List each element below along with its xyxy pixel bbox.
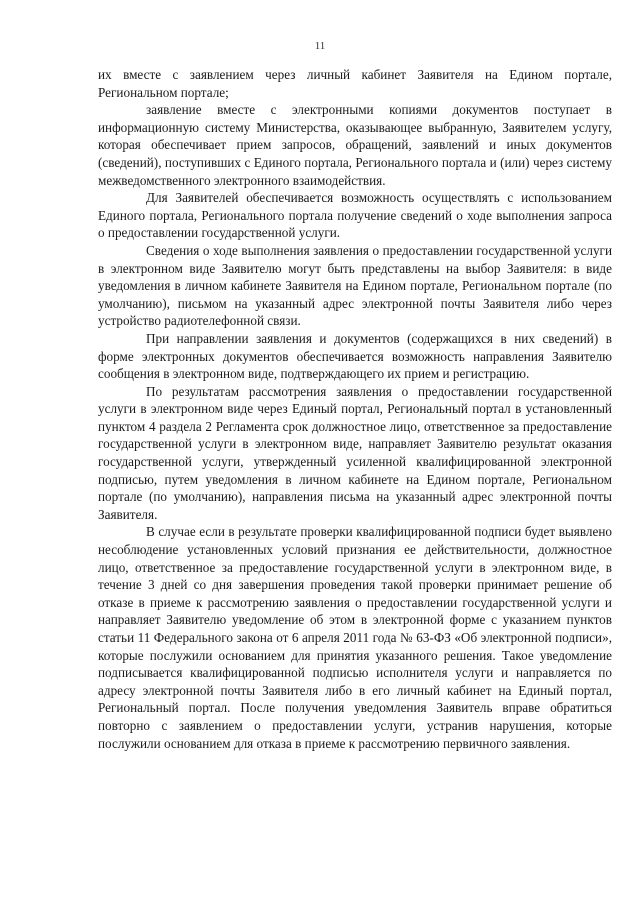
page-number: 11: [314, 40, 326, 52]
paragraph: При направлении заявления и документов (содержащихся в них сведений) в форме электронных документов обеспечивается возможность направления Заявителю сообщения в электронном виде, подтверждающего их прием и регистрацию.: [98, 330, 612, 382]
paragraph: Сведения о ходе выполнения заявления о предоставлении государственной услуги в электронном виде Заявителю могут быть представлены на выбор Заявителя: в виде уведомления в личном кабинете Заявителя на Едином портале, Региональном портале (по умолчанию), письмом на указанный адрес электронной почты Заявителя либо через устройство радиотелефонной связи.: [98, 242, 612, 329]
document-body: [98, 66, 612, 752]
paragraph: По результатам рассмотрения заявления о предоставлении государственной услуги в электронном виде через Единый портал, Региональный портал в установленный пунктом 4 раздела 2 Регламента срок должностное лицо, ответственное за предоставление государственной услуги в электронном виде, направляет Заявителю результат оказания государственной услуги, утвержденный усиленной квалифицированной электронной подписью, путем уведомления в личном кабинете на Едином портале, Региональном портале (по умолчанию), направления письма на указанный адрес электронной почты Заявителя.: [98, 383, 612, 522]
paragraph: заявление вместе с электронными копиями документов поступает в информационную систему Министерства, оказывающее выбранную, Заявителем услугу, которая обеспечивает прием запросов, обращений, заявлений и иных документов (сведений), поступивших с Единого портала, Регионального портала и (или) через систему межведомственного электронного взаимодействия.: [98, 102, 612, 188]
paragraph: их вместе с заявлением через личный кабинет Заявителя на Едином портале, Региональном портале;: [98, 67, 612, 100]
paragraph: В случае если в результате проверки квалифицированной подписи будет выявлено несоблюдение установленных условий признания ее действительности, должностное лицо, ответственное за предоставление государственной услуги в электронном виде, в течение 3 дней со дня завершения проведения такой проверки принимает решение об отказе в приеме к рассмотрению заявления о предоставлении государственной услуги и направляет Заявителю уведомление об этом в электронной форме с указанием пунктов статьи 11 Федерального закона от 6 апреля 2011 года № 63-ФЗ «Об электронной подписи», которые послужили основанием для принятия указанного решения. Такое уведомление подписывается квалифицированной подписью исполнителя услуги и направляется по адресу электронной почты Заявителя либо в его личный кабинет на Единый портал, Региональный портал. После получения уведомления Заявитель вправе обратиться повторно с заявлением о предоставлении услуги, устранив нарушения, которые послужили основанием для отказа в приеме к рассмотрению первичного заявления.: [98, 524, 612, 751]
paragraph: Для Заявителей обеспечивается возможность осуществлять с использованием Единого портала, Регионального портала получение сведений о ходе выполнения запроса о предоставлении государственной услуги.: [98, 190, 612, 241]
